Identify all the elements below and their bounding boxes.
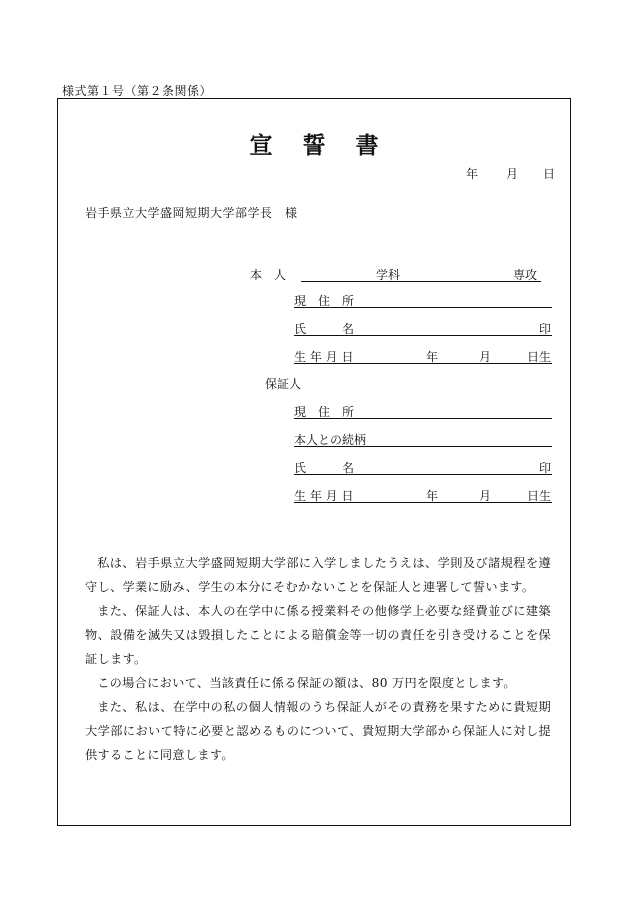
guarantor-name-label: 氏 名 [294,461,355,475]
oath-paragraph: 私は、岩手県立大学盛岡短期大学部に入学しましたうえは、学則及び諸規程を遵守し、学業に励み、学生の本分にそむかないことを保証人と連署して誓います。 [85,556,551,594]
guarantor-seal-mark: 印 [539,461,552,475]
guarantor-dob-line[interactable] [294,502,552,503]
student-dob-year: 年 [426,350,439,364]
department-major-line[interactable] [301,281,541,282]
student-dob-label: 生 年 月 日 [294,350,354,364]
document-title: 宣誓書 [249,132,409,159]
student-dob-line[interactable] [294,363,552,364]
guarantor-relation-line[interactable] [294,446,552,447]
student-label: 本 人 [250,268,287,282]
date-year: 年 [466,167,479,181]
oath-body [85,551,551,767]
student-dob-month: 月 [479,350,492,364]
guarantor-dob-label: 生 年 月 日 [294,489,354,503]
guarantor-dob-day: 日生 [527,489,552,503]
guarantor-relation-label: 本人との続柄 [294,433,367,447]
student-name-label: 氏 名 [294,322,355,336]
form-number-label: 様式第１号（第２条関係） [62,84,213,98]
student-dob-day: 日生 [527,350,552,364]
guarantor-dob-month: 月 [479,489,492,503]
date-month: 月 [506,167,519,181]
date-day: 日 [543,167,556,181]
student-address-line[interactable] [294,307,552,308]
student-name-line[interactable] [294,335,552,336]
guarantor-label: 保証人 [265,377,302,391]
oath-paragraph: また、私は、在学中の私の個人情報のうち保証人がその責務を果すために貴短期大学部において特に必要と認めるものについて、貴短期大学部から保証人に対し提供することに同意します。 [85,700,551,762]
department-suffix: 学科 [376,268,401,282]
major-suffix: 専攻 [513,268,538,282]
guarantor-dob-year: 年 [426,489,439,503]
student-seal-mark: 印 [539,322,552,336]
addressee: 岩手県立大学盛岡短期大学部学長 様 [85,206,298,220]
guarantor-address-line[interactable] [294,418,552,419]
oath-paragraph: また、保証人は、本人の在学中に係る授業料その他修学上必要な経費並びに建築物、設備を滅失又は毀損したことによる賠償金等一切の責任を引き受けることを保証します。 [85,604,551,666]
guarantor-name-line[interactable] [294,474,552,475]
student-address-label: 現 住 所 [294,294,355,308]
oath-paragraph: この場合において、当該責任に係る保証の額は、80 万円を限度とします。 [97,676,516,690]
guarantor-address-label: 現 住 所 [294,405,355,419]
oath-form-frame [57,98,571,826]
